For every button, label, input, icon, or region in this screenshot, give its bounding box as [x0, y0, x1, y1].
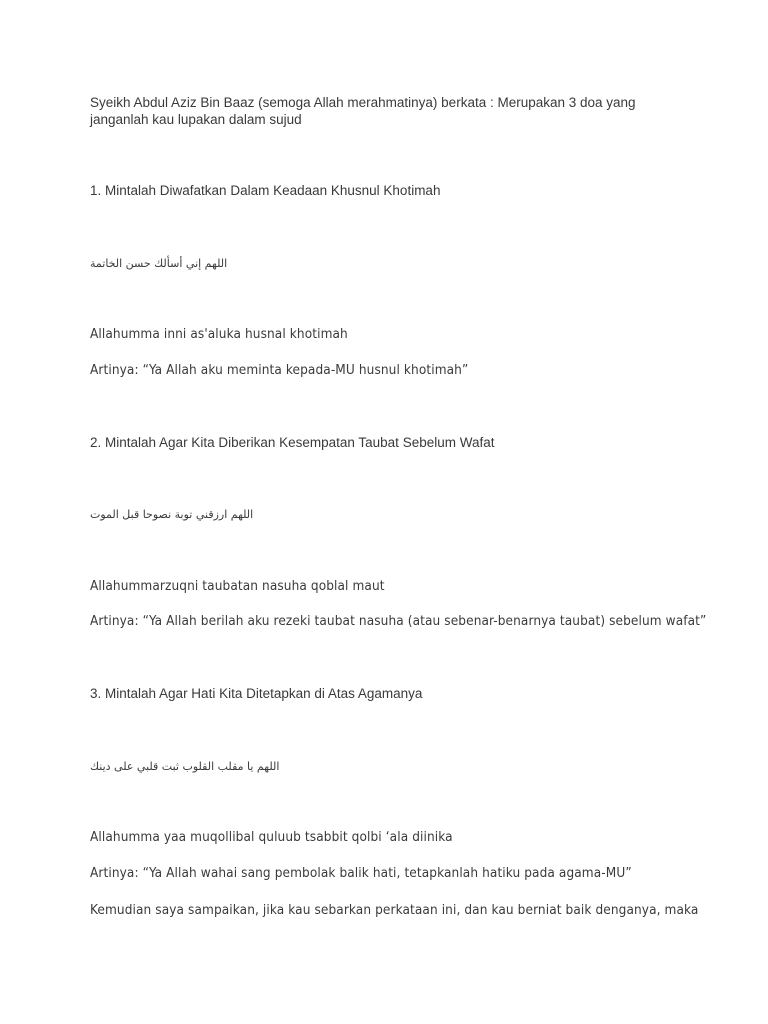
section-3-transliteration: Allahumma yaa muqollibal quluub tsabbit qolbi ‘ala diinika — [90, 829, 453, 845]
section-3-meaning: Artinya: “Ya Allah wahai sang pembolak balik hati, tetapkanlah hatiku pada agama-MU” — [90, 865, 632, 881]
closing-text: Kemudian saya sampaikan, jika kau sebarkan perkataan ini, dan kau berniat baik denganya, maka — [90, 902, 699, 918]
section-2-heading: 2. Mintalah Agar Kita Diberikan Kesempatan Taubat Sebelum Wafat — [90, 435, 495, 450]
intro-text-line-1: Syeikh Abdul Aziz Bin Baaz (semoga Allah merahmatinya) berkata : Merupakan 3 doa yang — [90, 95, 636, 110]
section-1-meaning: Artinya: “Ya Allah aku meminta kepada-MU husnul khotimah” — [90, 362, 469, 378]
section-3-arabic: اللهم يا مقلب القلوب ثبت قلبي على دينك — [90, 760, 280, 773]
section-3-heading: 3. Mintalah Agar Hati Kita Ditetapkan di Atas Agamanya — [90, 686, 423, 701]
section-2-meaning: Artinya: “Ya Allah berilah aku rezeki taubat nasuha (atau sebenar-benarnya taubat) sebelum wafat” — [90, 613, 707, 629]
section-1-heading: 1. Mintalah Diwafatkan Dalam Keadaan Khusnul Khotimah — [90, 183, 441, 198]
intro-text-line-2: janganlah kau lupakan dalam sujud — [90, 112, 302, 127]
section-1-transliteration: Allahumma inni as'aluka husnal khotimah — [90, 326, 348, 342]
section-2-transliteration: Allahummarzuqni taubatan nasuha qoblal maut — [90, 578, 385, 594]
section-2-arabic: اللهم ارزقني توبة نصوحا قبل الموت — [90, 508, 254, 521]
section-1-arabic: اللهم إني أسألك حسن الخاتمة — [90, 257, 228, 270]
